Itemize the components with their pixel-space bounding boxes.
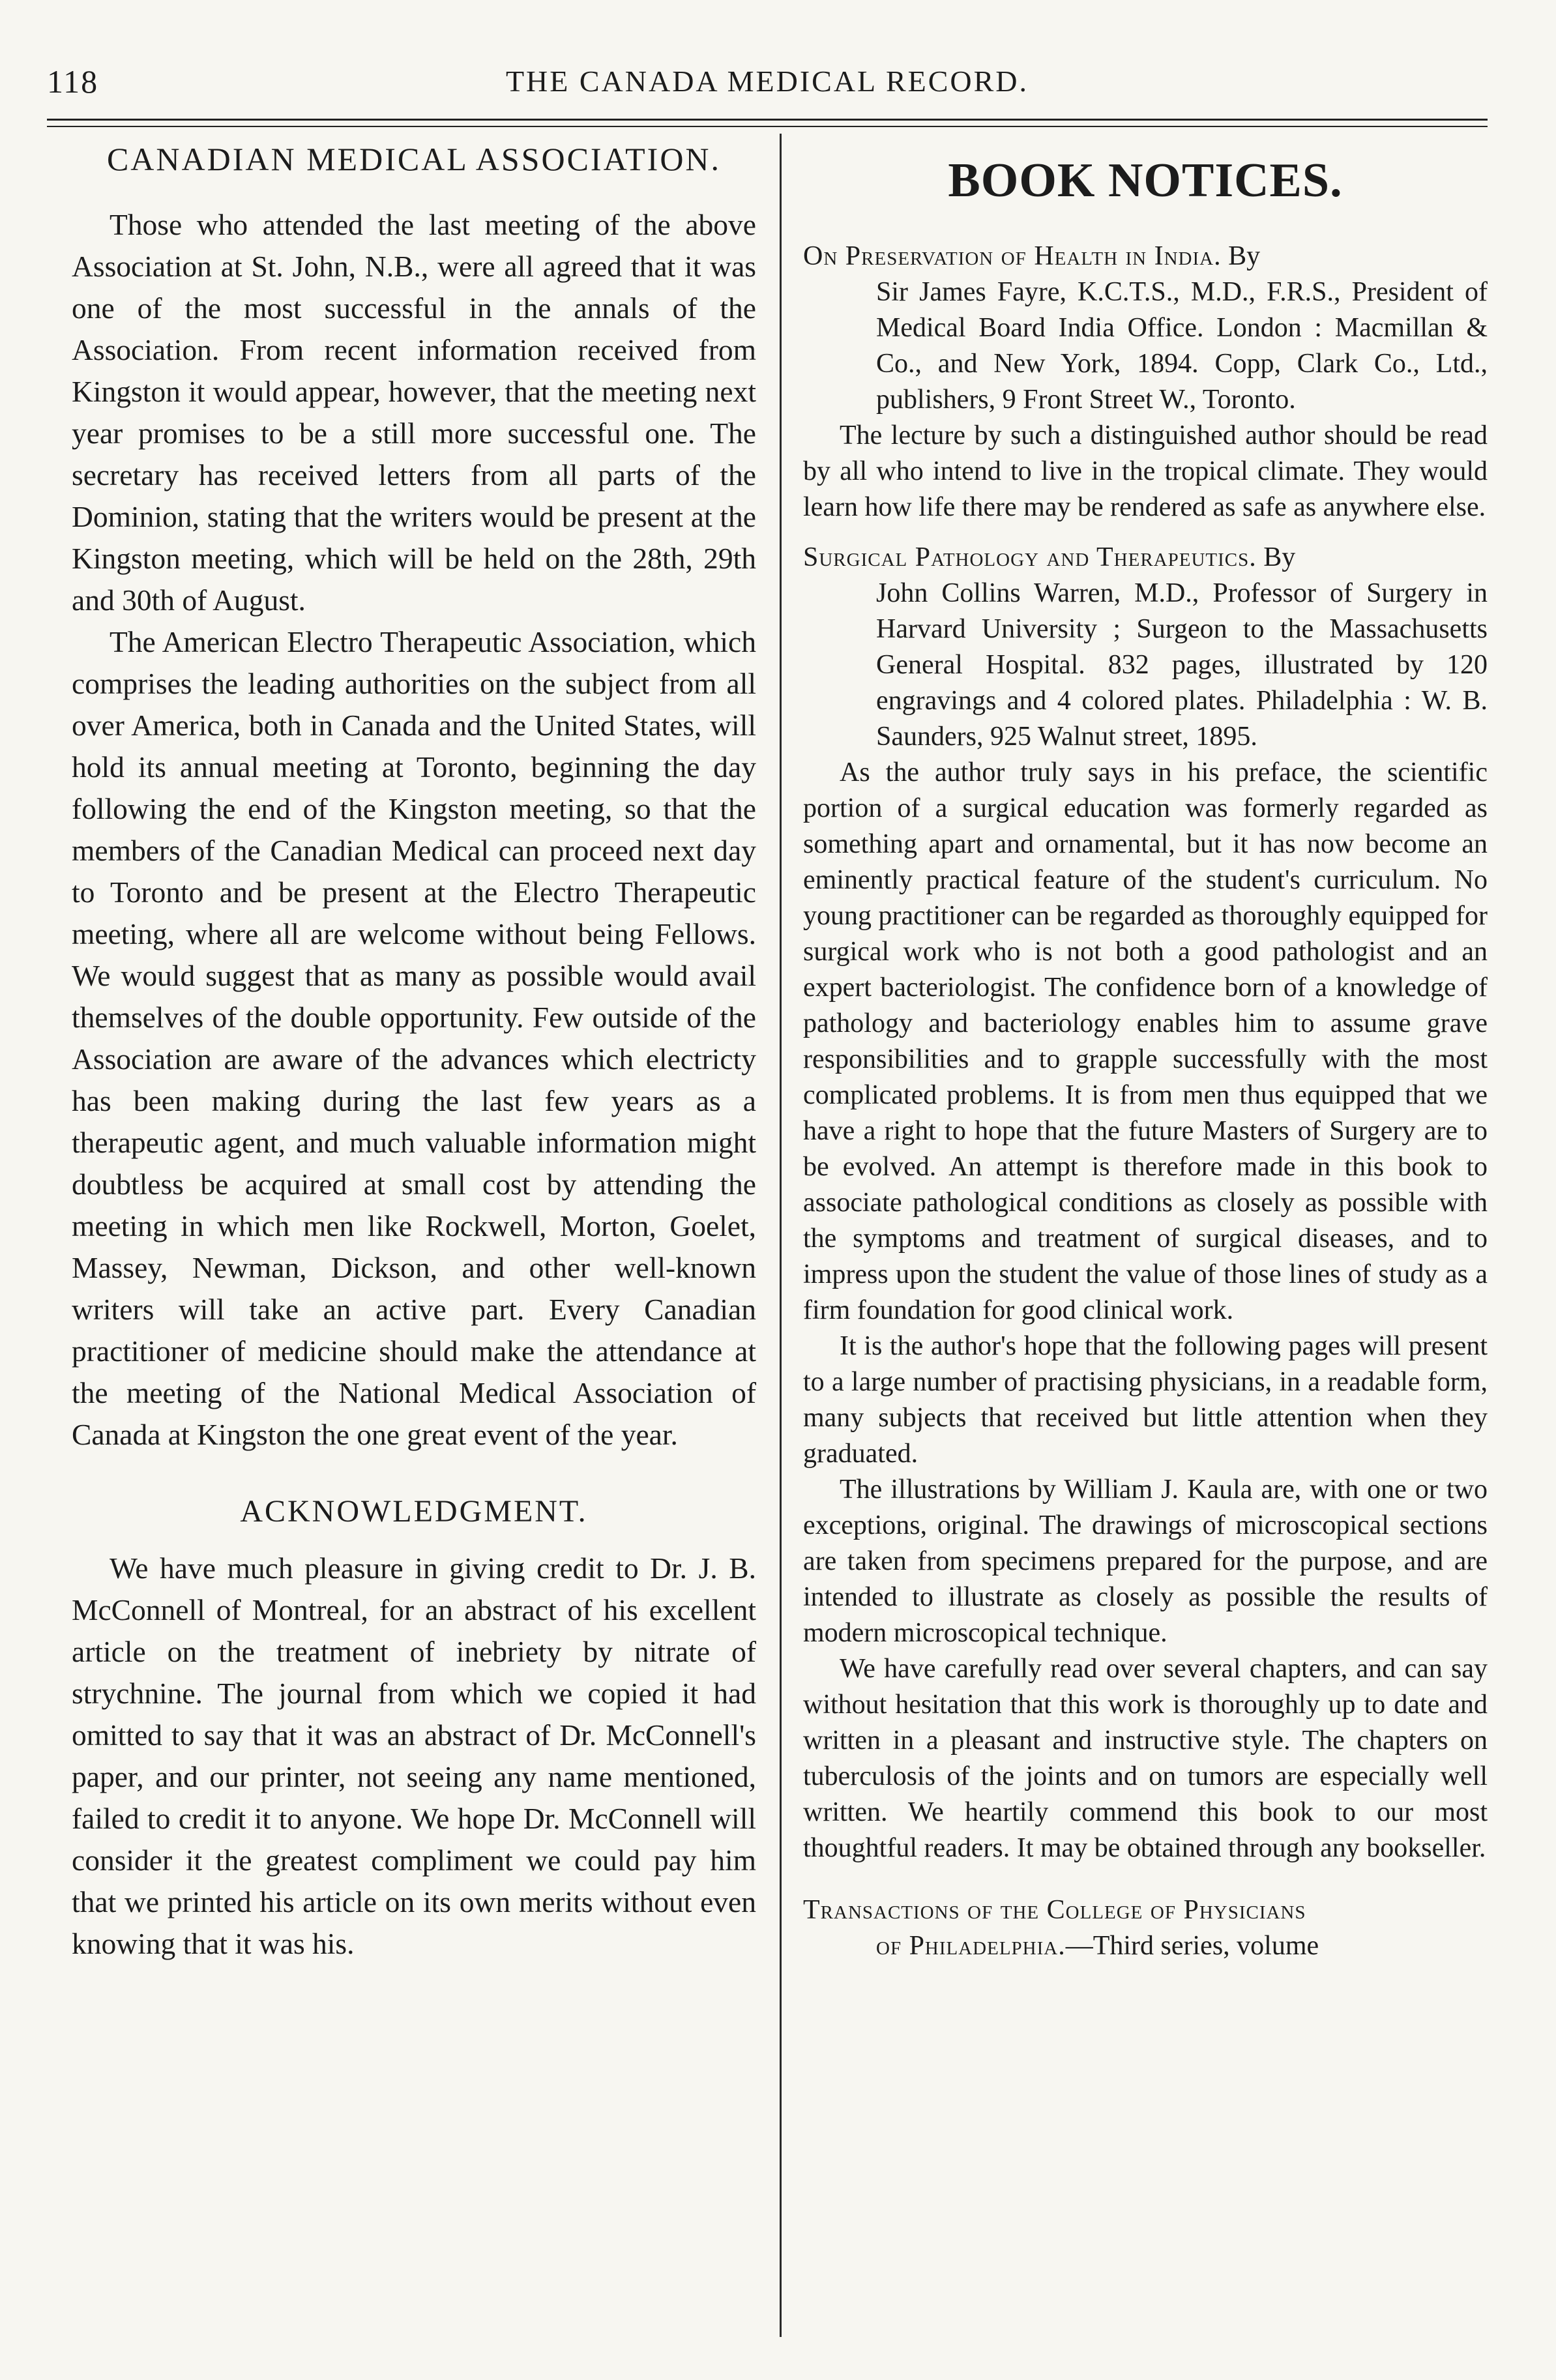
by-line: By xyxy=(1228,241,1261,271)
book-entry-header xyxy=(803,1892,1488,1964)
header-rule-thin xyxy=(47,126,1488,127)
right-column xyxy=(803,140,1488,1964)
book-review-text: It is the author's hope that the following pages will present to a large number of practising physicians, in a readable form, many subjects that received but little attention when they graduated. xyxy=(803,1331,1488,1469)
book-details-text: —Third series, volume xyxy=(1065,1931,1319,1961)
by-line: By xyxy=(1263,542,1296,572)
book-title-continued: of Philadelphia. xyxy=(876,1931,1066,1961)
book-entry-header xyxy=(803,239,1488,418)
paragraph-electro-therapeutic: The American Electro Therapeutic Association, which comprises the leading authorities on the subject from all over America, both in Canada and the United States, will hold its annual meeting at Toronto, beginning the day following the end of the Kingston meeting, so that the members of the Canadian Medical can proceed next day to Toronto and be present at the Electro Therapeutic meeting, where all are welcome without being Fellows. We would suggest that as many as possible would avail themselves of the double opportunity. Few outside of the Association are aware of the advances which electricty has been making during the last few years as a therapeutic agent, and much valuable information might doubtless be acquired at small cost by attending the meeting in which men like Rockwell, Morton, Goelet, Massey, Newman, Dickson, and other well-known writers will take an active part. Every Canadian practitioner of medicine should make the attendance at the meeting of the National Medical Association of Canada at Kingston the one great event of the year. xyxy=(72,625,756,1451)
section-heading-book-notices: BOOK NOTICES. xyxy=(948,154,1343,207)
book-review-text: The illustrations by William J. Kaula are, with one or two exceptions, original. The drawings of microscopical sections are taken from specimens prepared for the purpose, and are intended to illustrate as closely as possible the results of modern microscopical technique. xyxy=(803,1475,1488,1648)
book-entry-header xyxy=(803,540,1488,755)
book-details: Sir James Fayre, K.C.T.S., M.D., F.R.S., President of Medical Board India Office. London : Macmillan & Co., and New York, 1894. Copp, Clark Co., Ltd., publishers, 9 Front Street W., Toronto. xyxy=(876,277,1488,415)
section-heading-cma: CANADIAN MEDICAL ASSOCIATION. xyxy=(106,141,722,177)
book-review-text: The lecture by such a distinguished author should be read by all who intend to live in the tropical climate. They would learn how life there may be rendered as safe as anywhere else. xyxy=(803,420,1488,522)
left-column xyxy=(72,140,756,1965)
header-rule xyxy=(47,119,1488,121)
section-heading-acknowledgment: ACKNOWLEDGMENT. xyxy=(240,1494,588,1529)
book-review-text: As the author truly says in his preface, the scientific portion of a surgical education was formerly regarded as something apart and ornamental, but it has now become an eminently practical feature of the student's curriculum. No young practitioner can be regarded as thoroughly equipped for surgical work who is not both a good pathologist and an expert bacteriologist. The confidence born of a knowledge of pathology and bacteriology enables him to assume grave responsibilities and to grapple successfully with the most complicated problems. It is from men thus equipped that we have a right to hope that the future Masters of Surgery are to be evolved. An attempt is therefore made in this book to associate pathological conditions as closely as possible with the symptoms and treatment of surgical diseases, and to impress upon the student the value of those lines of study as a firm foundation for good clinical work. xyxy=(803,757,1488,1325)
page-number: 118 xyxy=(47,63,99,100)
column-divider xyxy=(780,134,782,2337)
paragraph-meeting: Those who attended the last meeting of the above Association at St. John, N.B., were all agreed that it was one of the most successful in the annals of the Association. From recent information received from Kingston it would appear, however, that the meeting next year promises to be a still more successful one. The secretary has received letters from all parts of the Dominion, stating that the writers would be present at the Kingston meeting, which will be held on the 28th, 29th and 30th of August. xyxy=(72,208,756,617)
running-head xyxy=(47,63,1488,104)
book-title: Surgical Pathology and Therapeutics. xyxy=(803,542,1257,572)
paragraph-acknowledgment: We have much pleasure in giving credit to Dr. J. B. McConnell of Montreal, for an abstract of his excellent article on the treatment of inebriety by nitrate of strychnine. The journal from which we copied it had omitted to say that it was an abstract of Dr. McConnell's paper, and our printer, not seeing any name mentioned, failed to credit it to anyone. We hope Dr. McConnell will consider it the greatest compliment we could pay him that we printed his article on its own merits without even knowing that it was his. xyxy=(72,1551,756,1960)
book-title: On Preservation of Health in India. xyxy=(803,241,1222,271)
journal-title: THE CANADA MEDICAL RECORD. xyxy=(505,65,1029,98)
book-details: John Collins Warren, M.D., Professor of Surgery in Harvard University ; Surgeon to the Massachusetts General Hospital. 832 pages, illustrated by 120 engravings and 4 colored plates. Philadelphia : W. B. Saunders, 925 Walnut street, 1895. xyxy=(876,578,1488,752)
book-review-text: We have carefully read over several chapters, and can say without hesitation that this work is thoroughly up to date and written in a pleasant and instructive style. The chapters on tuberculosis of the joints and on tumors are especially well written. We heartily commend this book to our most thoughtful readers. It may be obtained through any bookseller. xyxy=(803,1654,1488,1863)
book-title: Transactions of the College of Physicians xyxy=(803,1895,1306,1925)
book-details xyxy=(803,1928,1488,1964)
